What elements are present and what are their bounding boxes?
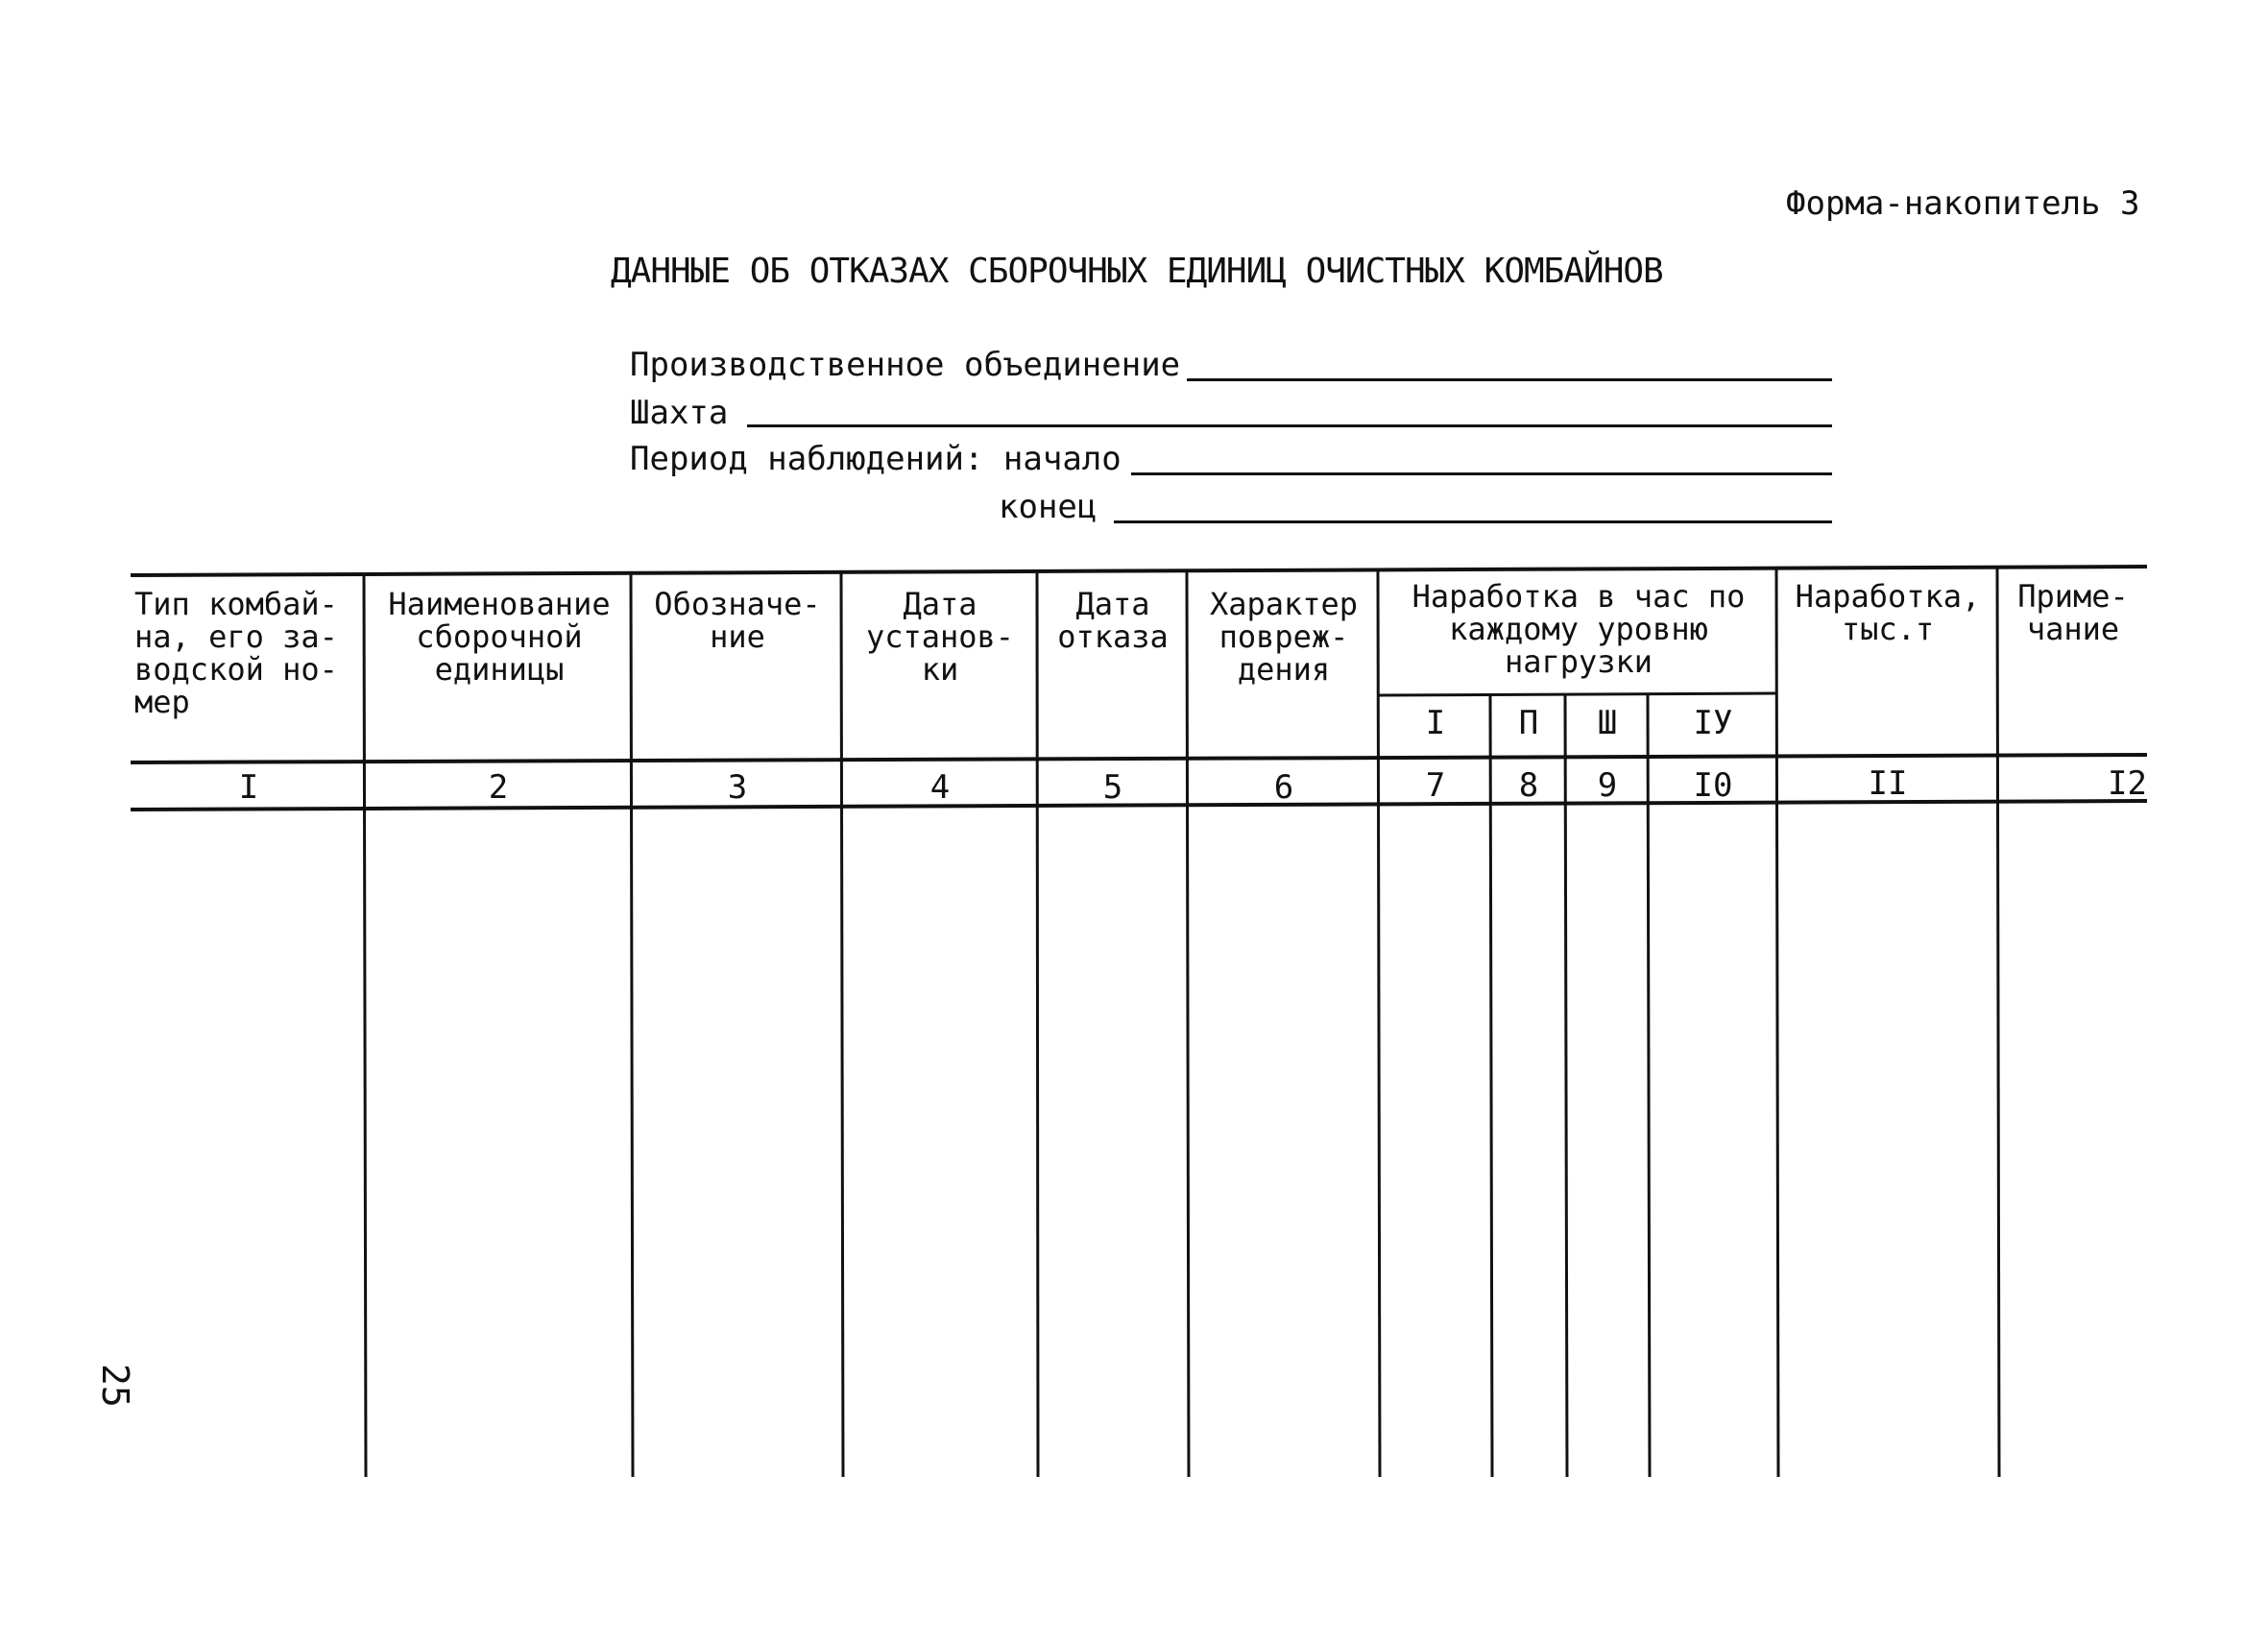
column-number-9: 9 bbox=[1597, 766, 1618, 805]
mine-label: Шахта bbox=[630, 394, 729, 432]
association-label: Производственное объединение bbox=[630, 346, 1181, 384]
load-level-4: IУ bbox=[1693, 704, 1733, 742]
column-number-11: II bbox=[1868, 764, 1908, 803]
header-output: Наработка, тыс.т bbox=[1795, 578, 1981, 647]
period-end-label: конец bbox=[999, 488, 1098, 526]
header-bottom-rule bbox=[131, 755, 2147, 762]
column-number-2: 2 bbox=[488, 768, 509, 807]
column-number-8: 8 bbox=[1518, 766, 1539, 805]
col-line-6 bbox=[1378, 570, 1380, 1477]
column-number-12: I2 bbox=[2108, 764, 2147, 803]
col-line-8 bbox=[1565, 695, 1567, 1477]
column-number-3: 3 bbox=[727, 768, 748, 807]
column-number-7: 7 bbox=[1425, 766, 1446, 805]
load-level-2: П bbox=[1518, 704, 1539, 742]
col-line-1 bbox=[364, 575, 366, 1477]
col-line-5 bbox=[1187, 572, 1189, 1477]
header-machine-type: Тип комбай- на, его за- водской но- мер bbox=[134, 586, 338, 720]
col-line-9 bbox=[1648, 694, 1650, 1477]
subheader-rule bbox=[1379, 693, 1776, 695]
header-install-date: Дата установ- ки bbox=[865, 586, 1015, 688]
load-level-3: Ш bbox=[1597, 704, 1618, 742]
col-line-11 bbox=[1997, 567, 1999, 1477]
load-level-1: I bbox=[1425, 704, 1446, 742]
header-damage-type: Характер повреж- дения bbox=[1209, 586, 1359, 688]
page-number: 25 bbox=[94, 1364, 136, 1408]
col-line-10 bbox=[1776, 568, 1778, 1477]
header-failure-date: Дата отказа bbox=[1057, 586, 1169, 655]
col-line-7 bbox=[1490, 695, 1492, 1477]
col-line-2 bbox=[631, 574, 633, 1477]
col-line-4 bbox=[1037, 572, 1038, 1477]
period-start-label: Период наблюдений: начало bbox=[630, 440, 1122, 478]
column-number-6: 6 bbox=[1273, 768, 1294, 807]
header-unit-name: Наименование сборочной единицы bbox=[388, 586, 611, 688]
table-top-rule bbox=[131, 567, 2147, 575]
header-designation: Обозначе- ние bbox=[654, 586, 821, 655]
form-label: Форма-накопитель 3 bbox=[1786, 184, 2140, 223]
column-number-4: 4 bbox=[929, 768, 951, 807]
column-number-1: I bbox=[238, 768, 259, 807]
document-title: ДАННЫЕ ОБ ОТКАЗАХ СБОРОЧНЫХ ЕДИНИЦ ОЧИСТНЫХ КОМБАЙНОВ bbox=[611, 252, 1663, 291]
header-operating-time-group: Наработка в час по каждому уровню нагрузки bbox=[1411, 578, 1746, 680]
column-number-10: I0 bbox=[1693, 766, 1733, 805]
column-number-5: 5 bbox=[1102, 768, 1123, 807]
col-line-3 bbox=[841, 573, 843, 1477]
header-note: Приме- чание bbox=[2017, 578, 2129, 647]
